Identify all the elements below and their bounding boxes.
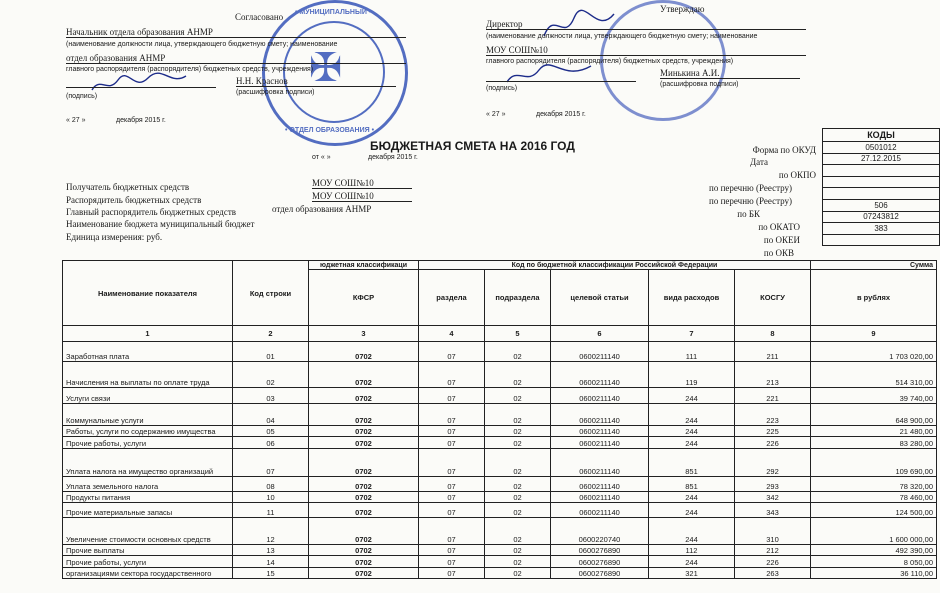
codes-value: 383 [823,223,940,235]
section-code: 07 [419,437,485,449]
section-code: 07 [419,492,485,503]
title-date-prefix: от « » [312,154,331,161]
kfsr-code: 0702 [309,437,419,449]
row-code: 01 [233,342,309,362]
page-title: БЮДЖЕТНАЯ СМЕТА НА 2016 ГОД [370,139,575,153]
subsection-code: 02 [485,437,551,449]
kosgu-code: 343 [735,503,811,518]
amount: 39 740,00 [811,388,937,404]
kosgu-code: 221 [735,388,811,404]
approval-left-position-caption: (наименование должности лица, утверждающего бюджетную смету; наименование [66,41,338,48]
subsection-code: 02 [485,388,551,404]
row-code: 10 [233,492,309,503]
section-code: 07 [419,556,485,568]
kfsr-code: 0702 [309,477,419,492]
expense-type: 244 [649,426,735,437]
group-header: Код по бюджетной классификации Российской Федерации [419,261,811,270]
kfsr-code: 0702 [309,342,419,362]
target-code: 0600211140 [551,404,649,426]
codes-label: по ОКВ [763,248,794,258]
codes-value [823,165,940,177]
table-row [63,503,937,518]
expense-type: 244 [649,388,735,404]
row-name: организациями сектора государственного [63,568,233,579]
requisite-value: отдел образования АНМР [272,204,372,214]
target-code: 0600211140 [551,437,649,449]
kfsr-code: 0702 [309,362,419,388]
group-header: юджетная классификаци [309,261,419,270]
expense-type: 119 [649,362,735,388]
expense-type: 111 [649,342,735,362]
approval-right-name-caption: (расшифровка подписи) [660,81,739,88]
col-header: вида расходов [649,270,735,326]
section-code: 07 [419,477,485,492]
row-code: 11 [233,503,309,518]
row-name: Услуги связи [63,388,233,404]
subsection-code: 02 [485,404,551,426]
table-row [63,404,937,426]
expense-type: 244 [649,518,735,545]
column-number: 8 [735,326,811,342]
table-row [63,477,937,492]
signature-left [90,72,190,96]
kosgu-code: 211 [735,342,811,362]
target-code: 0600211140 [551,449,649,477]
amount: 83 280,00 [811,437,937,449]
subsection-code: 02 [485,492,551,503]
amount: 492 390,00 [811,545,937,556]
column-number: 7 [649,326,735,342]
table-row [63,388,937,404]
section-code: 07 [419,362,485,388]
kosgu-code: 263 [735,568,811,579]
row-name: Уплата налога на имущество организаций [63,449,233,477]
kfsr-code: 0702 [309,518,419,545]
row-name: Прочие выплаты [63,545,233,556]
target-code: 0600211140 [551,477,649,492]
target-code: 0600211140 [551,342,649,362]
target-code: 0600211140 [551,492,649,503]
codes-value: 0501012 [823,142,940,154]
subsection-code: 02 [485,518,551,545]
kfsr-code: 0702 [309,426,419,437]
row-code: 06 [233,437,309,449]
expense-type: 244 [649,437,735,449]
kfsr-code: 0702 [309,503,419,518]
target-code: 0600220740 [551,518,649,545]
kfsr-code: 0702 [309,492,419,503]
approval-left-heading: Согласовано [235,12,284,22]
kosgu-code: 212 [735,545,811,556]
col-header: КОСГУ [735,270,811,326]
table-row [63,342,937,362]
section-code: 07 [419,449,485,477]
row-name: Заработная плата [63,342,233,362]
kfsr-code: 0702 [309,388,419,404]
codes-value [823,188,940,200]
section-code: 07 [419,568,485,579]
col-header: КФСР [309,270,419,326]
codes-label: по ОКПО [778,170,816,180]
approval-left-date: декабря 2015 г. [116,117,166,124]
approval-right-org-caption: главного распорядителя (распорядителя) бюджетных средств, учреждения) [486,58,734,65]
section-code: 07 [419,342,485,362]
expense-type: 112 [649,545,735,556]
kosgu-code: 223 [735,404,811,426]
column-number: 9 [811,326,937,342]
kosgu-code: 292 [735,449,811,477]
codes-value [823,234,940,246]
column-number: 3 [309,326,419,342]
codes-header: КОДЫ [823,129,940,142]
approval-right-name: Минькина А.И. [660,68,800,79]
codes-label: по перечню (Реестру) [709,183,792,193]
row-name: Прочие работы, услуги [63,556,233,568]
subsection-code: 02 [485,426,551,437]
row-name: Прочие материальные запасы [63,503,233,518]
amount: 78 460,00 [811,492,937,503]
budget-table [62,260,937,579]
requisite-label: Получатель бюджетных средств [66,182,190,192]
section-code: 07 [419,518,485,545]
col-header: Код строки [233,261,309,326]
column-number: 1 [63,326,233,342]
requisite-label: Главный распорядитель бюджетных средств [66,207,236,217]
amount: 78 320,00 [811,477,937,492]
expense-type: 244 [649,492,735,503]
codes-value [823,176,940,188]
codes-table [822,128,940,246]
row-name: Увеличение стоимости основных средств [63,518,233,545]
subsection-code: 02 [485,477,551,492]
approval-left-name: Н.Н. Краснов [236,76,396,87]
requisite-label: Распорядитель бюджетных средств [66,195,202,205]
table-row [63,492,937,503]
approval-right-signature-line [486,80,636,82]
section-code: 07 [419,503,485,518]
requisite-label: Единица измерения: руб. [66,232,163,242]
subsection-code: 02 [485,342,551,362]
row-code: 04 [233,404,309,426]
table-row [63,545,937,556]
expense-type: 851 [649,477,735,492]
target-code: 0600211140 [551,503,649,518]
target-code: 0600211140 [551,426,649,437]
approval-right-org: МОУ СОШ№10 [486,45,806,56]
approval-right-position: Директор [486,19,806,30]
kfsr-code: 0702 [309,449,419,477]
table-row [63,556,937,568]
section-code: 07 [419,426,485,437]
col-header: Наименование показателя [63,261,233,326]
col-header: раздела [419,270,485,326]
codes-label: Форма по ОКУД [752,145,816,155]
approval-left-signature-caption: (подпись) [66,93,98,100]
expense-type: 244 [649,404,735,426]
section-code: 07 [419,404,485,426]
codes-label: по БК [737,209,760,219]
row-code: 15 [233,568,309,579]
table-row [63,362,937,388]
codes-label: по ОКЕИ [763,235,800,245]
codes-label: по перечню (Реестру) [709,196,792,206]
kfsr-code: 0702 [309,568,419,579]
kfsr-code: 0702 [309,556,419,568]
requisite-label: Наименование бюджета муниципальный бюджет [66,219,255,229]
sum-header: Сумма [811,261,937,270]
target-code: 0600276890 [551,545,649,556]
kosgu-code: 213 [735,362,811,388]
subsection-code: 02 [485,503,551,518]
requisite-value: МОУ СОШ№10 [312,191,412,202]
table-row [63,426,937,437]
subsection-code: 02 [485,362,551,388]
row-name: Начисления на выплаты по оплате труда [63,362,233,388]
amount: 8 050,00 [811,556,937,568]
subsection-code: 02 [485,556,551,568]
col-header: подраздела [485,270,551,326]
target-code: 0600276890 [551,568,649,579]
codes-value: 07243812 [823,211,940,223]
section-code: 07 [419,388,485,404]
row-code: 05 [233,426,309,437]
kosgu-code: 293 [735,477,811,492]
approval-right-date-day: « 27 » [486,111,506,118]
expense-type: 321 [649,568,735,579]
table-row [63,518,937,545]
table-row [63,449,937,477]
kosgu-code: 342 [735,492,811,503]
amount: 36 110,00 [811,568,937,579]
subsection-code: 02 [485,449,551,477]
approval-right-position-caption: (наименование должности лица, утверждающего бюджетную смету; наименование [486,33,758,40]
section-code: 07 [419,545,485,556]
amount: 109 690,00 [811,449,937,477]
approval-right-signature-caption: (подпись) [486,85,518,92]
approval-right-heading: Утверждаю [660,4,705,14]
approval-left-org-caption: главного распорядителя (распорядителя) бюджетных средств, учреждения) [66,66,314,73]
column-number: 6 [551,326,649,342]
table-row [63,568,937,579]
kosgu-code: 226 [735,437,811,449]
target-code: 0600276890 [551,556,649,568]
kfsr-code: 0702 [309,404,419,426]
kosgu-code: 225 [735,426,811,437]
column-number: 2 [233,326,309,342]
approval-left-org: отдел образования АНМР [66,53,406,64]
col-header: в рублях [811,270,937,326]
table-row [63,437,937,449]
row-code: 13 [233,545,309,556]
approval-right-date: декабря 2015 г. [536,111,586,118]
expense-type: 244 [649,556,735,568]
title-date: декабря 2015 г. [368,154,418,161]
amount: 21 480,00 [811,426,937,437]
col-header: целевой статьи [551,270,649,326]
row-code: 07 [233,449,309,477]
amount: 648 900,00 [811,404,937,426]
eagle-emblem-icon: ✠ [309,45,343,91]
row-code: 08 [233,477,309,492]
row-code: 03 [233,388,309,404]
target-code: 0600211140 [551,362,649,388]
requisite-value: МОУ СОШ№10 [312,178,412,189]
kosgu-code: 310 [735,518,811,545]
approval-left-signature-line [66,86,216,88]
kosgu-code: 226 [735,556,811,568]
amount: 1 703 020,00 [811,342,937,362]
row-name: Прочие работы, услуги [63,437,233,449]
approval-left-name-caption: (расшифровка подписи) [236,89,315,96]
amount: 1 600 000,00 [811,518,937,545]
codes-value: 27.12.2015 [823,153,940,165]
approval-left-position: Начальник отдела образования АНМР [66,27,406,38]
codes-label: Дата [750,157,768,167]
kfsr-code: 0702 [309,545,419,556]
row-code: 12 [233,518,309,545]
target-code: 0600211140 [551,388,649,404]
subsection-code: 02 [485,545,551,556]
subsection-code: 02 [485,568,551,579]
column-number: 4 [419,326,485,342]
row-code: 14 [233,556,309,568]
amount: 124 500,00 [811,503,937,518]
row-name: Работы, услуги по содержанию имущества [63,426,233,437]
row-name: Коммунальные услуги [63,404,233,426]
codes-value: 506 [823,199,940,211]
official-seal: ✠ • МУНИЦИПАЛЬНЫЙ • • ОТДЕЛ ОБРАЗОВАНИЯ • [262,0,408,146]
expense-type: 244 [649,503,735,518]
column-number: 5 [485,326,551,342]
codes-label: по ОКАТО [758,222,800,232]
amount: 514 310,00 [811,362,937,388]
row-name: Продукты питания [63,492,233,503]
row-code: 02 [233,362,309,388]
approval-left-date-day: « 27 » [66,117,86,124]
row-name: Уплата земельного налога [63,477,233,492]
expense-type: 851 [649,449,735,477]
